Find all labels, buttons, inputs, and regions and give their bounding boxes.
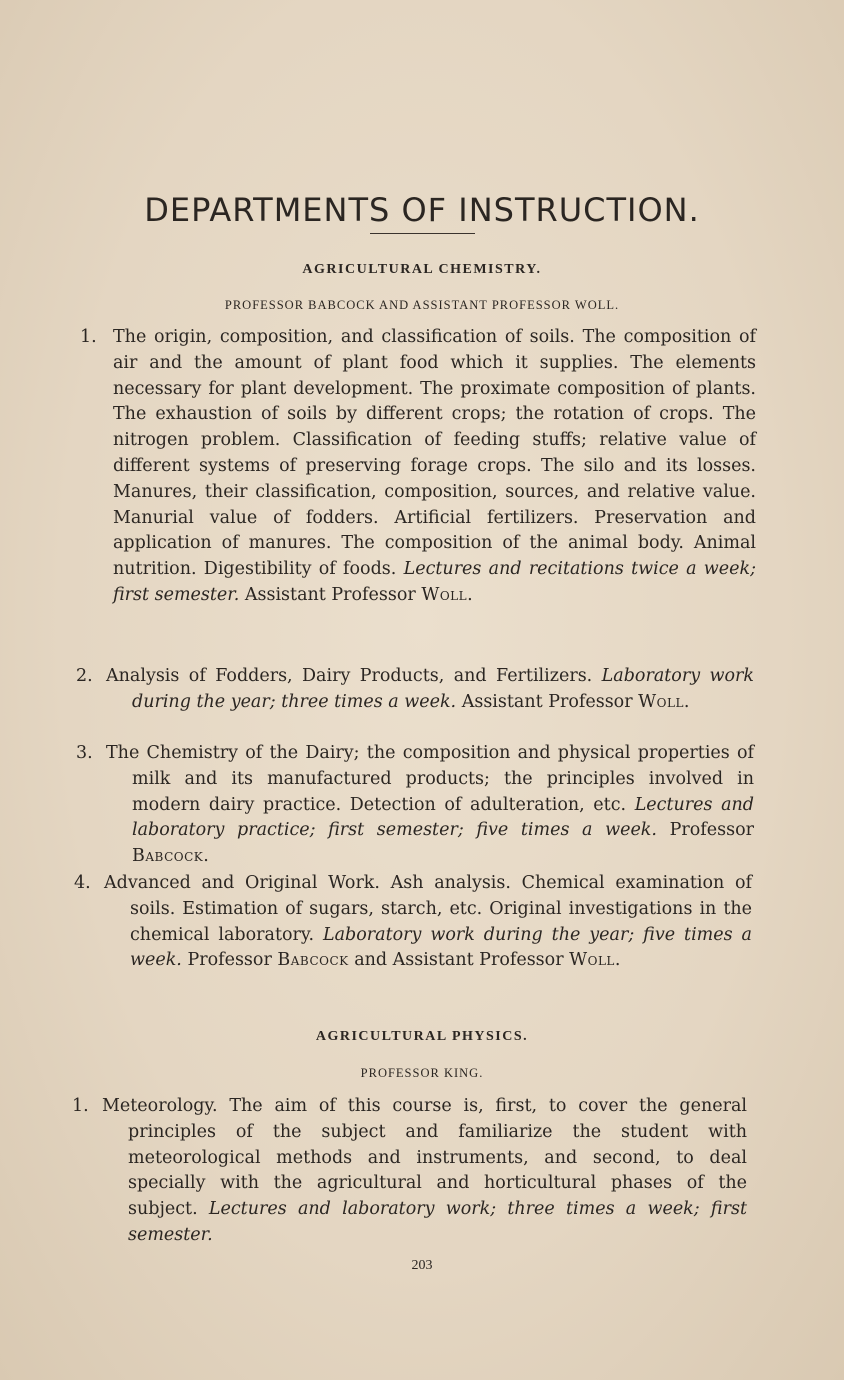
course-instructor-name-2: Woll. [569,950,621,971]
course-item [74,871,752,1001]
course-item [72,1094,747,1254]
course-item [76,664,754,742]
course-description: Advanced and Original Work. Ash analysis. Chemical examination of soils. Estimation of sugars, starch, etc. Original investigations in the chemical laboratory. [104,873,752,945]
course-description: The origin, composition, and classification of soils. The composition of air and the amount of plant food which it supplies. The elements necessary for plant development. The proximate composition of plants. The exhaustion of soils by different crops; the rotation of crops. The nitrogen problem. Classification of feeding stuffs; relative value of different systems of preserving forage crops. The silo and its losses. Manures, their classification, composition, sources, and relative value. Manurial value of fodders. Artificial fertilizers. Preservation and application of manures. The composition of the animal body. Animal nutrition. Digestibility of foods. [113,327,756,580]
course-instructor-title: Assistant Professor [244,584,416,605]
course-schedule: Lectures and laboratory practice; first semester; five times a week. [132,794,754,841]
section-professors-physics: PROFESSOR KING. [360,1066,484,1080]
course-number: 2. [76,666,93,686]
page-number: 203 [411,1258,433,1273]
course-schedule: Laboratory work during the year; three times a week. [132,666,754,712]
course-instructor-name: Woll. [421,584,474,605]
course-number: 3. [76,743,93,763]
course-description: Analysis of Fodders, Dairy Products, and Fertilizers. [106,666,593,686]
course-description: Meteorology. The aim of this course is, first, to cover the general principles of the subject and familiarize the student with meteorological methods and instruments, and second, to deal specially with the agricultural and horticultural phases of the subject. [102,1096,747,1220]
course-instructor-suffix: and Assistant Professor [354,950,564,971]
course-instructor-title: Assistant Professor [461,691,633,712]
course-item [80,325,756,665]
section-heading-physics: AGRICULTURAL PHYSICS. [315,1029,529,1044]
course-body [106,664,754,716]
course-number: 1. [80,327,97,347]
course-instructor-name: Babcock [277,950,349,971]
course-instructor-title: Professor [187,950,272,971]
course-instructor-title: Professor [669,820,754,841]
title-rule [370,233,475,234]
course-schedule: Laboratory work during the year; five times a week. [130,924,752,971]
course-number: 1. [72,1096,89,1116]
course-schedule: Lectures and laboratory work; three times a week; first semester. [128,1199,747,1245]
section-heading-chemistry: AGRICULTURAL CHEMISTRY. [302,262,542,277]
course-instructor-name: Babcock. [132,846,210,867]
section-professors-chemistry: PROFESSOR BABCOCK AND ASSISTANT PROFESSOR WOLL. [224,298,620,312]
course-instructor-name: Woll. [638,691,690,712]
course-number: 4. [74,873,91,893]
course-body [104,871,752,974]
course-body [113,325,756,609]
course-description: The Chemistry of the Dairy; the composition and physical properties of milk and its manufactured products; the principles involved in modern dairy practice. Detection of adulteration, etc. [106,743,754,815]
course-item [76,741,754,871]
course-body [102,1094,747,1249]
page-title: DEPARTMENTS OF INSTRUCTION. [144,191,700,230]
course-body [106,741,754,870]
course-schedule: Lectures and recitations twice a week; first semester. [113,559,756,605]
